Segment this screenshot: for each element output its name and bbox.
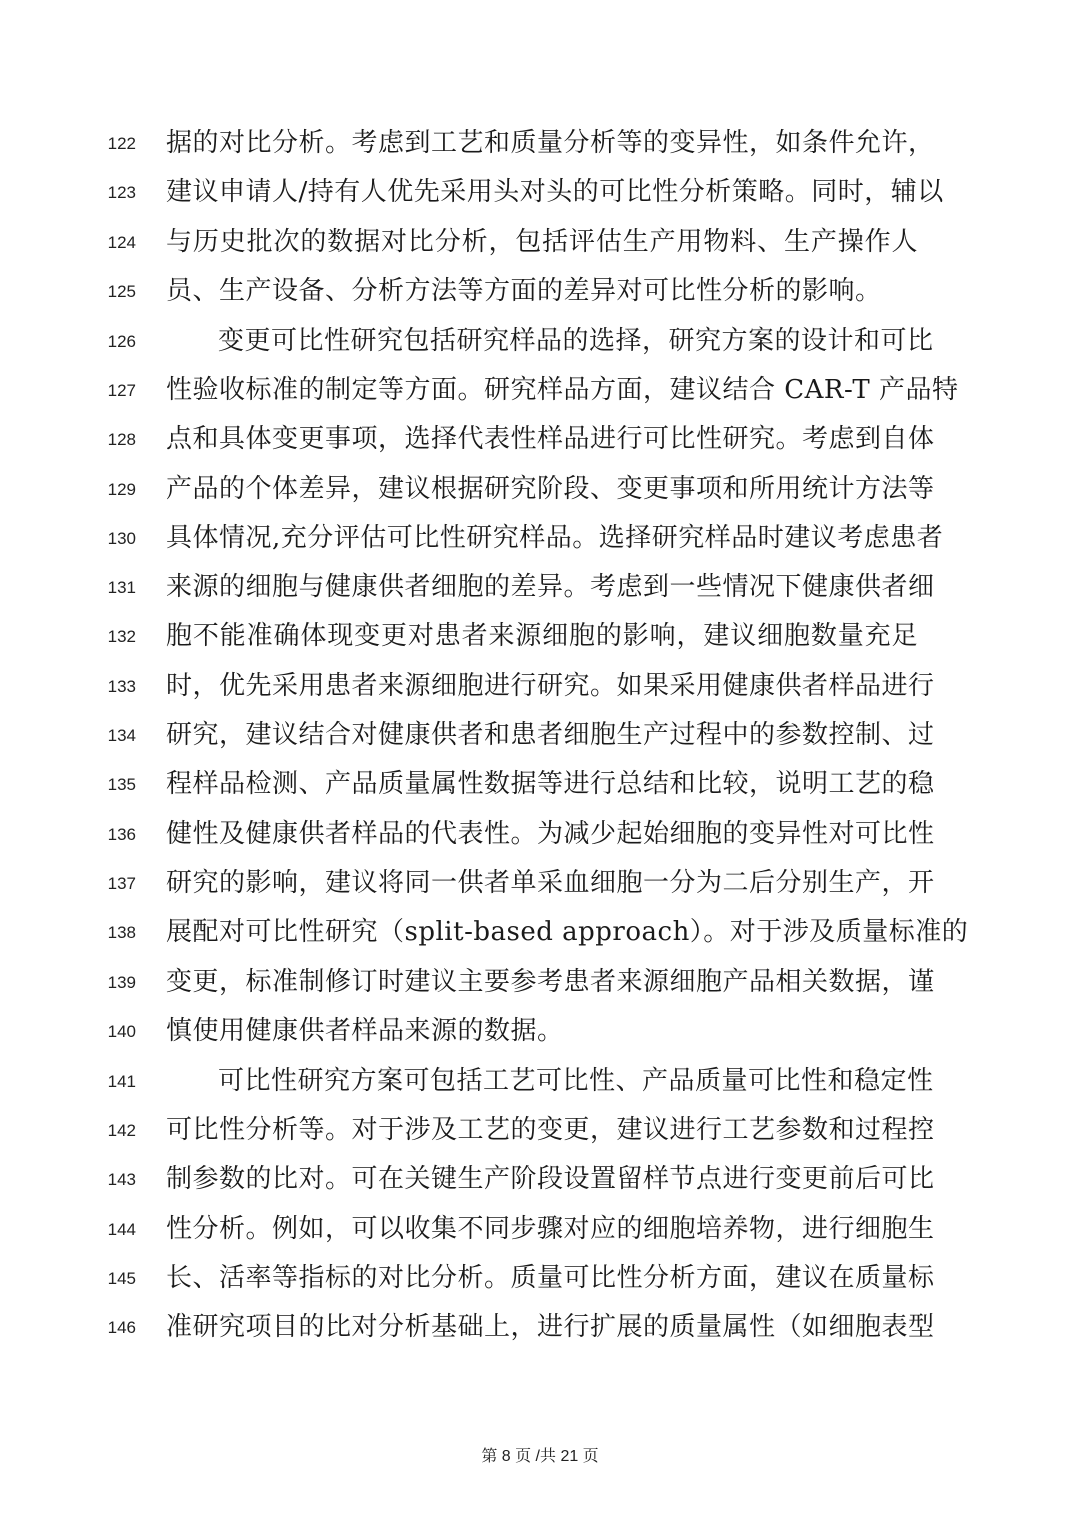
line-number: 142 [107, 1121, 136, 1140]
line-number: 132 [107, 627, 136, 646]
text-line [0, 126, 1080, 170]
line-text: 与历史批次的数据对比分析，包括评估生产用物料、生产操作人 [166, 227, 918, 257]
text-line [0, 422, 1080, 466]
line-number: 129 [107, 480, 136, 499]
text-line [0, 1064, 1080, 1108]
line-number: 141 [107, 1072, 136, 1091]
line-text: 变更可比性研究包括研究样品的选择，研究方案的设计和可比 [218, 326, 934, 356]
line-number: 137 [107, 874, 136, 893]
line-text: 准研究项目的比对分析基础上，进行扩展的质量属性（如细胞表型 [166, 1312, 935, 1342]
line-text: 胞不能准确体现变更对患者来源细胞的影响，建议细胞数量充足 [166, 621, 918, 651]
line-text: 长、活率等指标的对比分析。质量可比性分析方面，建议在质量标 [166, 1263, 935, 1293]
line-number: 130 [107, 529, 136, 548]
line-text: 可比性研究方案可包括工艺可比性、产品质量可比性和稳定性 [218, 1066, 934, 1096]
page-footer: 第 8 页 /共 21 页 [481, 1448, 599, 1465]
text-line [0, 619, 1080, 663]
text-line [0, 915, 1080, 959]
line-number: 134 [107, 726, 136, 745]
text-line [0, 274, 1080, 318]
text-line [0, 1310, 1080, 1354]
line-text: 时，优先采用患者来源细胞进行研究。如果采用健康供者样品进行 [166, 671, 935, 701]
text-line [0, 324, 1080, 368]
line-text: 来源的细胞与健康供者细胞的差异。考虑到一些情况下健康供者细 [166, 572, 935, 602]
text-line [0, 965, 1080, 1009]
text-line [0, 225, 1080, 269]
line-number: 122 [107, 134, 136, 153]
line-number: 135 [107, 775, 136, 794]
line-text: 据的对比分析。考虑到工艺和质量分析等的变异性，如条件允许， [166, 128, 935, 158]
line-number: 140 [107, 1022, 136, 1041]
line-number: 131 [107, 578, 136, 597]
line-number: 145 [107, 1269, 136, 1288]
text-line [0, 767, 1080, 811]
line-number: 124 [107, 233, 136, 252]
line-text: 点和具体变更事项，选择代表性样品进行可比性研究。考虑到自体 [166, 424, 935, 454]
line-text: 展配对可比性研究（split-based approach）。对于涉及质量标准的 [166, 917, 969, 947]
line-text: 建议申请人/持有人优先采用头对头的可比性分析策略。同时，辅以 [166, 177, 944, 207]
line-text: 具体情况,充分评估可比性研究样品。选择研究样品时建议考虑患者 [166, 523, 944, 553]
text-line [0, 866, 1080, 910]
line-text: 程样品检测、产品质量属性数据等进行总结和比较，说明工艺的稳 [166, 769, 935, 799]
text-line [0, 817, 1080, 861]
line-number: 138 [107, 923, 136, 942]
line-number: 144 [107, 1220, 136, 1239]
line-text: 研究，建议结合对健康供者和患者细胞生产过程中的参数控制、过 [166, 720, 935, 750]
text-line [0, 570, 1080, 614]
text-line [0, 1113, 1080, 1157]
text-line [0, 521, 1080, 565]
line-number: 127 [107, 381, 136, 400]
text-line [0, 669, 1080, 713]
text-line [0, 472, 1080, 516]
text-line [0, 1014, 1080, 1058]
line-text: 健性及健康供者样品的代表性。为减少起始细胞的变异性对可比性 [166, 819, 935, 849]
text-line [0, 1212, 1080, 1256]
line-number: 123 [107, 183, 136, 202]
line-number: 139 [107, 973, 136, 992]
line-number: 136 [107, 825, 136, 844]
line-number: 143 [107, 1170, 136, 1189]
line-text: 变更，标准制修订时建议主要参考患者来源细胞产品相关数据，谨 [166, 967, 935, 997]
text-line [0, 718, 1080, 762]
text-line [0, 373, 1080, 417]
line-number: 128 [107, 430, 136, 449]
line-text: 可比性分析等。对于涉及工艺的变更，建议进行工艺参数和过程控 [166, 1115, 935, 1145]
text-line [0, 175, 1080, 219]
line-text: 产品的个体差异，建议根据研究阶段、变更事项和所用统计方法等 [166, 474, 935, 504]
line-number: 125 [107, 282, 136, 301]
line-text: 性验收标准的制定等方面。研究样品方面，建议结合 CAR-T 产品特 [166, 375, 959, 405]
line-number: 146 [107, 1318, 136, 1337]
line-text: 性分析。例如，可以收集不同步骤对应的细胞培养物，进行细胞生 [166, 1214, 935, 1244]
text-line [0, 1261, 1080, 1305]
line-number: 126 [107, 332, 136, 351]
line-number: 133 [107, 677, 136, 696]
line-text: 研究的影响，建议将同一供者单采血细胞一分为二后分别生产，开 [166, 868, 935, 898]
line-text: 慎使用健康供者样品来源的数据。 [166, 1016, 564, 1046]
line-text: 制参数的比对。可在关键生产阶段设置留样节点进行变更前后可比 [166, 1164, 935, 1194]
text-line [0, 1162, 1080, 1206]
line-text: 员、生产设备、分析方法等方面的差异对可比性分析的影响。 [166, 276, 882, 306]
